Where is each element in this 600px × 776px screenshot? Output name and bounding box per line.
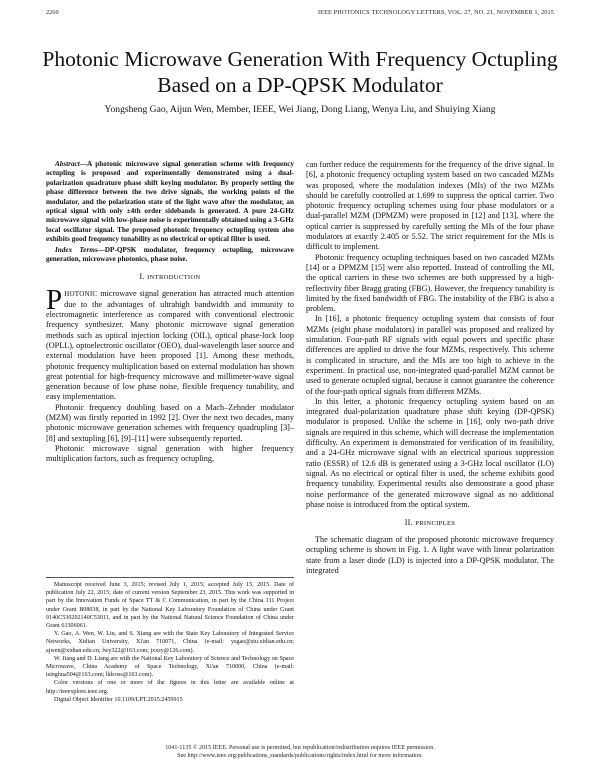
running-head bbox=[46, 8, 554, 18]
left-column bbox=[46, 160, 294, 465]
right-paragraph-1: can further reduce the requirements for the frequency of the drive signal. In [6], a photonic frequency octupling system based on two cascaded MZMs was proposed, where the modulation indexes (MIs) of the two MZMs should be carefully controlled at 1.699 to suppress the optical carrier. Two photonic frequency octupling schemes using four phase modulators or a dual-parallel MZM (DPMZM) were proposed in [12] and [13], where the optical carrier is suppressed by carefully setting the MIs of the four phase modulators at exactly 2.405 or 5.52. The strict requirement for the MIs is difficult to implement. bbox=[306, 160, 554, 252]
footnote-color: Color versions of one or more of the figures in this letter are available online at http://ieeexplore.ieee.org. bbox=[46, 680, 294, 695]
footnotes bbox=[46, 577, 294, 704]
right-paragraph-2: Photonic frequency octupling techniques based on two cascaded MZMs [14] or a DPMZM [15] were also reported. Instead of controlling the MI, the optical carriers in these two schemes are both suppressed by a high-reflectivity fiber Bragg grating (FBG). However, the frequency tunability is limited by the fixed bandwidth of FBG. The instability of the FBG is also a problem. bbox=[306, 252, 554, 314]
copyright-line-2: See http://www.ieee.org/publications_standards/publications/rights/index.html for more information. bbox=[177, 753, 423, 759]
author-list: Yongsheng Gao, Aijun Wen, Member, IEEE, Wei Jiang, Dong Liang, Wenya Liu, and Shuiying Xiang bbox=[104, 104, 496, 115]
section-heading-principles: II. PRINCIPLES bbox=[404, 518, 456, 528]
journal-header: IEEE PHOTONICS TECHNOLOGY LETTERS, VOL. 27, NO. 21, NOVEMBER 1, 2015 bbox=[317, 9, 554, 16]
abstract-label: Abstract bbox=[55, 160, 80, 168]
copyright-notice bbox=[60, 744, 540, 760]
copyright-line-1: 1041-1135 © 2015 IEEE. Personal use is permitted, but republication/redistribution requires IEEE permission. bbox=[165, 745, 435, 751]
footnote-manuscript: Manuscript received June 3, 2015; revised July 1, 2015; accepted July 15, 2015. Date of publication July 22, 2015; date of current version September 23, 2015. This work was supported in part by the Innovation Funds of Space TT & C Communication, in part by the China 111 Project under Grant B08038, in part by the National Key Laboratory Foundation of China under Grant 9140C530202140C53011, and in part by the National Natural Science Foundation of China under Grant 61306061. bbox=[46, 582, 294, 630]
abstract-text: A photonic microwave signal generation scheme with frequency octupling is proposed and experimentally demonstrated using a dual-polarization quadrature phase shift keying modulator. By properly setting the phase difference between the two drive signals, the working points of the modulator, and the polarization state of the light wave after the modulator, an optical signal with only ±4th order sidebands is generated. A pure 24-GHz microwave signal with low-phase noise is experimentally obtained using a 3-GHz local oscillator signal. The proposed photonic frequency octupling system also exhibits good frequency tunability as no electrical or optical filter is used. bbox=[46, 160, 294, 244]
page-number: 2260 bbox=[46, 9, 59, 16]
right-paragraph-4: In this letter, a photonic frequency octupling system based on an integrated dual-polarization quadrature phase shift keying (DP-QPSK) modulator is proposed. Unlike the scheme in [16], only two-path drive signals are required in this scheme, which will decrease the implementation difficulty. An experiment is demonstrated for verification of its feasibility, and a 24-GHz microwave signal with an electrical spurious suppression ratio (ESSR) of 12.6 dB is generated using a 3-GHz local oscillator (LO) signal. As no electrical or optical filter is used, the scheme exhibits good frequency tunability. Experimental results also demonstrate a good phase noise performance of the generated microwave signal as no additional phase noise is introduced from the optical system. bbox=[306, 396, 554, 509]
principles-paragraph-1: The schematic diagram of the proposed photonic microwave frequency octupling scheme is shown in Fig. 1. A light wave with linear polarization state from a laser diode (LD) is injected into a DP-QPSK modulator. The integrated bbox=[306, 535, 554, 575]
index-terms: Index Terms—DP-QPSK modulator, frequency octupling, microwave generation, microwave photonics, phase noise. bbox=[46, 245, 294, 264]
index-terms-text: DP-QPSK modulator, frequency octupling, microwave generation, microwave photonics, phase noise. bbox=[46, 245, 294, 264]
intro-paragraph-2: Photonic frequency doubling based on a Mach–Zehnder modulator (MZM) was firstly reported in 1992 [2]. Over the next two decades, many photonic microwave generation schemes with frequency quadrupling [3]–[8] and sextupling [6], [9]–[11] were subsequently reported. bbox=[46, 402, 294, 443]
drop-cap: P bbox=[46, 284, 63, 317]
right-paragraph-3: In [16], a photonic frequency octupling system that consists of four MZMs (eight phase modulators) in parallel was proposed and realized by simulation. Four-path RF signals with equal powers and specific phase differences are applied to drive the four MZMs, respectively. This scheme is complicated in structure, and the MIs are too high to achieve in the experiment. In practical use, non-integrated quad-parallel MZM cannot be used to generate octupled signal, because it cannot guarantee the coherence of the four-path optical signals from different MZMs. bbox=[306, 314, 554, 396]
index-terms-label: Index Terms bbox=[55, 245, 98, 254]
footnote-doi: Digital Object Identifier 10.1109/LPT.2015.2459915 bbox=[54, 696, 183, 703]
paper-title: Photonic Microwave Generation With Frequency Octupling Based on a DP-QPSK Modulator bbox=[42, 47, 558, 97]
intro-paragraph-3: Photonic microwave signal generation with higher frequency multiplication factors, such as frequency octupling, bbox=[46, 443, 294, 464]
abstract: Abstract—A photonic microwave signal generation scheme with frequency octupling is proposed and experimentally demonstrated using a dual-polarization quadrature phase shift keying modulator. By properly setting the phase difference between the two drive signals, the working points of the modulator, and the polarization state of the light wave after the modulator, an optical signal with only ±4th order sidebands is generated. A pure 24-GHz microwave signal with low-phase noise is experimentally obtained using a 3-GHz local oscillator signal. The proposed photonic frequency octupling system also exhibits good frequency tunability as no electrical or optical filter is used. bbox=[46, 160, 294, 244]
footnote-affiliation-2: W. Jiang and D. Liang are with the National Key Laboratory of Science and Technology on Space Microwave, China Academy of Space Technology, Xi'an 710000, China (e-mail: tsinghua504@163.com; lldcoss@163.com). bbox=[46, 655, 294, 679]
section-heading-introduction: I. INTRODUCTION bbox=[139, 272, 201, 282]
right-column bbox=[306, 160, 554, 576]
intro-paragraph-1: PHOTONIC microwave signal generation has attracted much attention due to the advantages of ultrahigh bandwidth and immunity to electromagnetic interference as compared with conventional electronic frequency synthesizer. Many photonic microwave signal generation methods such as optical injection locking (OIL), optical phase-lock loop (OPLL), optoelectronic oscillator (OEO), dual-wavelength laser source and external modulation have been proposed [1]. Among these methods, photonic frequency multiplication based on external modulation has shown great potential for high-frequency microwave and millimeter-wave signal generation because of low phase noise, flexible frequency tunability, and easy implementation. bbox=[46, 284, 294, 402]
footnote-affiliation-1: Y. Gao, A. Wen, W. Liu, and S. Xiang are with the State Key Laboratory of Integrated Service Networks, Xidian University, Xi'an 710071, China (e-mail: ysgao@stu.xidian.edu.cn; ajwen@xidian.edu.cn; lwy322@163.com; jxxsy@126.com). bbox=[46, 631, 294, 654]
